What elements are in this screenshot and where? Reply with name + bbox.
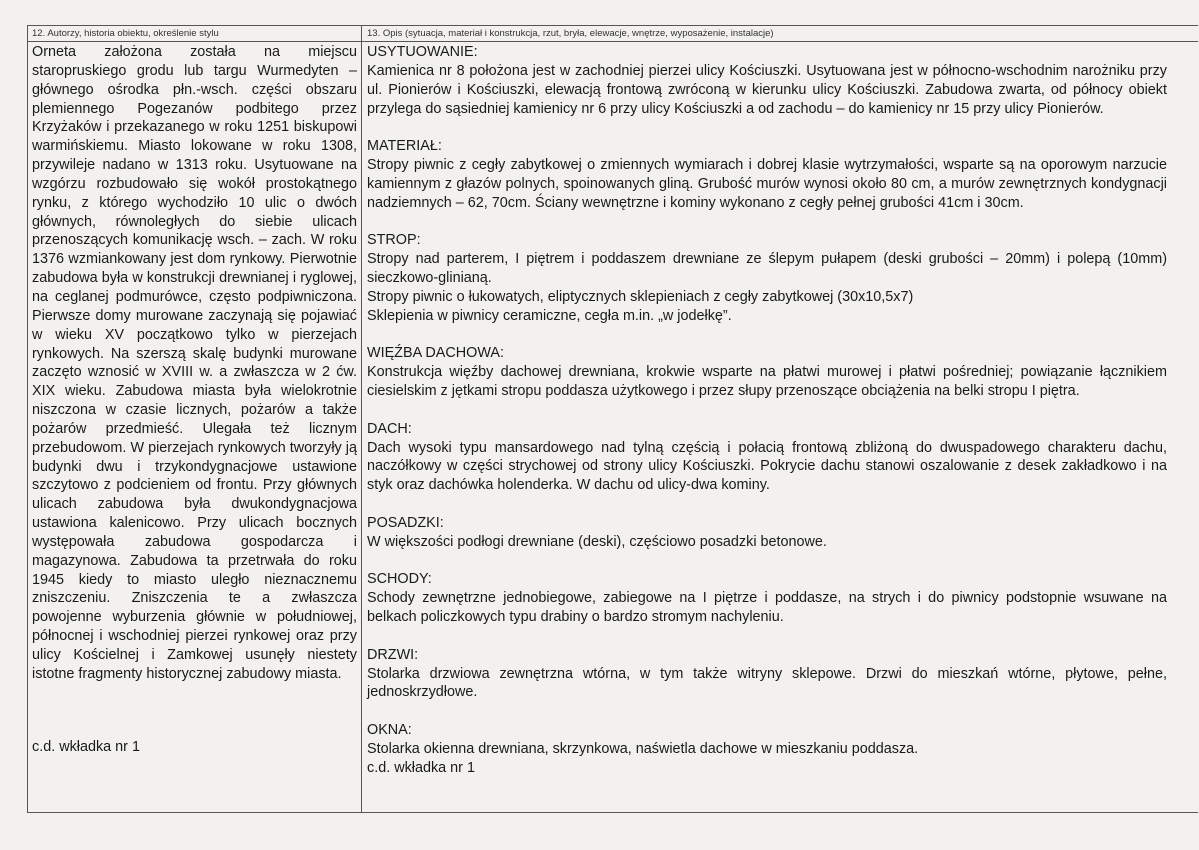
left-continuation-note: c.d. wkładka nr 1 <box>32 739 140 755</box>
left-column-header: 12. Autorzy, historia obiektu, określenie stylu <box>32 28 219 39</box>
section-location <box>367 43 1167 118</box>
section-text: Stolarka drzwiowa zewnętrzna wtórna, w tym także witryny sklepowe. Drzwi do mieszkań wtórne, płytowe, pełne, jednoskrzydłowe. <box>367 665 1167 701</box>
right-column-header: 13. Opis (sytuacja, materiał i konstrukcja, rzut, bryła, elewacje, wnętrze, wyposażenie, instalacje) <box>367 28 774 39</box>
history-text-block <box>32 43 357 684</box>
section-text: Stolarka okienna drewniana, skrzynkowa, naświetla dachowe w mieszkaniu poddasza. <box>367 740 919 757</box>
section-title: STROP: <box>367 232 421 249</box>
section-roof-truss <box>367 344 1167 401</box>
section-text: Kamienica nr 8 położona jest w zachodniej pierzei ulicy Kościuszki. Usytuowana jest w północno-wschodnim narożniku przy ul. Pionierów i Kościuszki, elewacją frontową zwróconą w kierunku ulicy Kościuszki. Zabudowa zwarta, od północy obiekt przylega do sąsiedniej kamienicy nr 6 przy ulicy Kościuszki a od zachodu – do kamienicy nr 15 przy ulicy Pionierów. <box>367 62 1167 117</box>
section-text: Dach wysoki typu mansardowego nad tylną częścią i połacią frontową zbliżoną do dwuspadowego charakteru dachu, naczółkowy w części strychowej od strony ulicy Kościuszki. Pokrycie dachu stanowi oszalowanie z desek zakładkowo i na styk oraz dachówka holenderka. W dachu od ulicy-dwa kominy. <box>367 439 1167 494</box>
column-divider <box>361 26 362 812</box>
section-title: DRZWI: <box>367 646 419 663</box>
section-title: DACH: <box>367 420 412 437</box>
description-block <box>367 43 1167 778</box>
section-text: W większości podłogi drewniane (deski), częściowo posadzki betonowe. <box>367 533 827 550</box>
section-title: USYTUOWANIE: <box>367 44 478 60</box>
section-windows <box>367 721 1167 759</box>
right-continuation-note: c.d. wkładka nr 1 <box>367 759 475 776</box>
section-ceiling <box>367 231 1167 325</box>
section-roof <box>367 420 1167 495</box>
section-material <box>367 137 1167 212</box>
form-sheet <box>27 25 1198 813</box>
section-doors <box>367 646 1167 703</box>
section-text: Konstrukcja więźby dachowej drewniana, krokwie wsparte na płatwi murowej i płatwi pośredniej; powiązanie łącznikiem ciesielskim z jętkami stropu poddasza użytkowego i przez słupy przenoszące obciążenia na belki stropu I piętra. <box>367 364 1167 400</box>
section-title: MATERIAŁ: <box>367 138 442 155</box>
section-text: Schody zewnętrzne jednobiegowe, zabiegowe na I piętrze i poddasze, na strych i do piwnicy podstopnie wsuwane na belkach policzkowych typu drabiny o bardzo stromym nachyleniu. <box>367 590 1167 626</box>
section-title: OKNA: <box>367 722 412 738</box>
section-text: Stropy nad parterem, I piętrem i poddaszem drewniane ze ślepym pułapem (deski grubości – 20mm) i polepą (10mm) sieczkowo-glinianą. <box>367 251 1167 287</box>
section-title: POSADZKI: <box>367 514 444 531</box>
section-text-extra: Sklepienia w piwnicy ceramiczne, cegła m.in. „w jodełkę”. <box>367 307 732 324</box>
history-text: Orneta założona została na miejscu staropruskiego grodu lub targu Wurmedyten – głównego ośrodka płn.-wsch. części obszaru plemiennego Pogezanów podbitego przez Krzyżaków i przekazanego w roku 1251 biskupowi warmińskiemu. Miasto lokowane w roku 1308, przywileje nadano w 1313 roku. Usytuowane na wzgórzu rozbudowało się wokół prostokątnego rynku, z którego wychodziło 10 ulic o dwóch głównych, równoległych do siebie ulicach przenoszących komunikację wsch. – zach. W roku 1376 wzmiankowany jest dom rynkowy. Pierwotnie zabudowa była w konstrukcji drewnianej i ryglowej, na ceglanej podmurówce, często podpiwniczona. Pierwsze domy murowane zaczynają się pojawiać w wieku XV początkowo tylko w pierzejach rynkowych. Na szerszą skalę budynki murowane zaczęto wznosić w XVIII w. a zwłaszcza w 2 ćw. XIX wieku. Zabudowa miasta była wielokrotnie niszczona w czasie licznych, pożarów a także pożarów przedmieść. Ulegała też licznym przebudowom. W pierzejach rynkowych tworzyły ją budynki dwu i trzykondygnacjowe ustawione szczytowo z podcieniem od frontu. Przy głównych ulicach zabudowa była dwukondygnacjowa ustawiona kalenicowo. Przy ulicach bocznych występowała zabudowa gospodarcza i magazynowa. Zabudowa ta przetrwała do roku 1945 kiedy to miasto uległo nieznacznemu zniszczeniu. Zniszczenia te a zwłaszcza powojenne wyburzenia głównie w południowej, północnej i wschodniej pierzei rynkowej oraz przy ulicy Kościelnej i Zamkowej usunęły niestety istotne fragmenty historycznej zabudowy miasta. <box>32 44 357 682</box>
section-floors <box>367 514 1167 552</box>
section-title: WIĘŹBA DACHOWA: <box>367 345 504 362</box>
section-text: Stropy piwnic z cegły zabytkowej o zmiennych wymiarach i dobrej klasie wytrzymałości, wsparte są na oporowym narzucie kamiennym z głazów polnych, spoinowanych gliną. Grubość murów wynosi około 80 cm, a murów zewnętrznych kondygnacji nadziemnych – 62, 70cm. Ściany wewnętrzne i kominy wykonano z cegły pełnej grubości 41cm i 30cm. <box>367 157 1167 211</box>
section-title: SCHODY: <box>367 571 432 588</box>
section-stairs <box>367 570 1167 627</box>
section-text-extra: Stropy piwnic o łukowatych, eliptycznych sklepieniach z cegły zabytkowej (30x10,5x7) <box>367 288 914 305</box>
header-rule <box>28 41 1198 42</box>
